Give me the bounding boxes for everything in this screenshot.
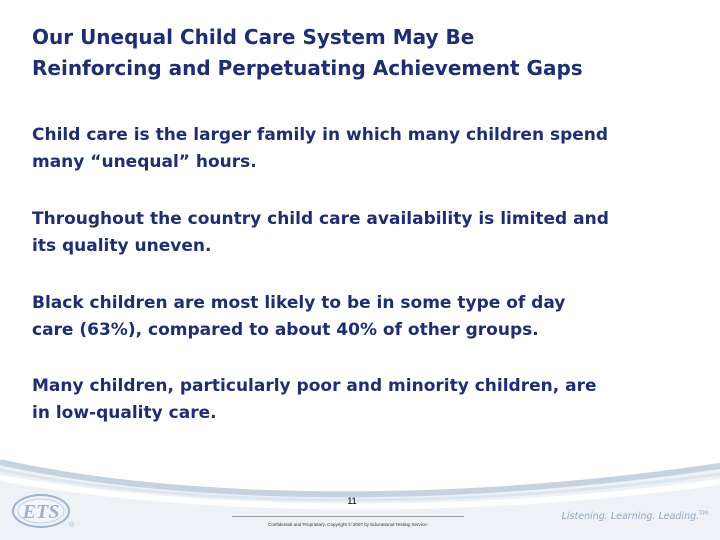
bullet-line: care (63%), compared to about 40% of other groups. <box>32 320 539 340</box>
footer-divider <box>232 516 464 517</box>
bullet-line: Child care is the larger family in which many children spend <box>32 125 609 145</box>
ets-logo-icon <box>10 489 76 533</box>
bullet-line: in low-quality care. <box>32 403 217 423</box>
tagline <box>560 510 708 522</box>
ets-logo-mark: ® <box>69 522 75 529</box>
bullet-line: Throughout the country child care availability is limited and <box>32 209 609 229</box>
bullet-line: its quality uneven. <box>32 236 212 256</box>
slide-title <box>32 22 702 84</box>
tagline-trademark: TM <box>699 510 708 517</box>
ets-logo-text: ETS <box>22 501 60 523</box>
page-number: 11 <box>347 496 357 506</box>
slide-title-line-2: Reinforcing and Perpetuating Achievement Gaps <box>32 56 583 80</box>
bullet-item <box>32 206 609 260</box>
bullet-item <box>32 290 565 344</box>
bullet-line: many “unequal” hours. <box>32 152 257 172</box>
bullet-item <box>32 373 597 427</box>
bullet-line: Black children are most likely to be in some type of day <box>32 293 566 313</box>
bullet-item <box>32 122 608 176</box>
tagline-text: Listening. Learning. Leading. <box>561 511 700 523</box>
bullet-line: Many children, particularly poor and minority children, are <box>32 376 597 396</box>
copyright-notice: Confidential and Proprietary. Copyright © 2007 by Educational Testing Service. <box>267 522 428 527</box>
slide-title-line-1: Our Unequal Child Care System May Be <box>32 25 475 49</box>
